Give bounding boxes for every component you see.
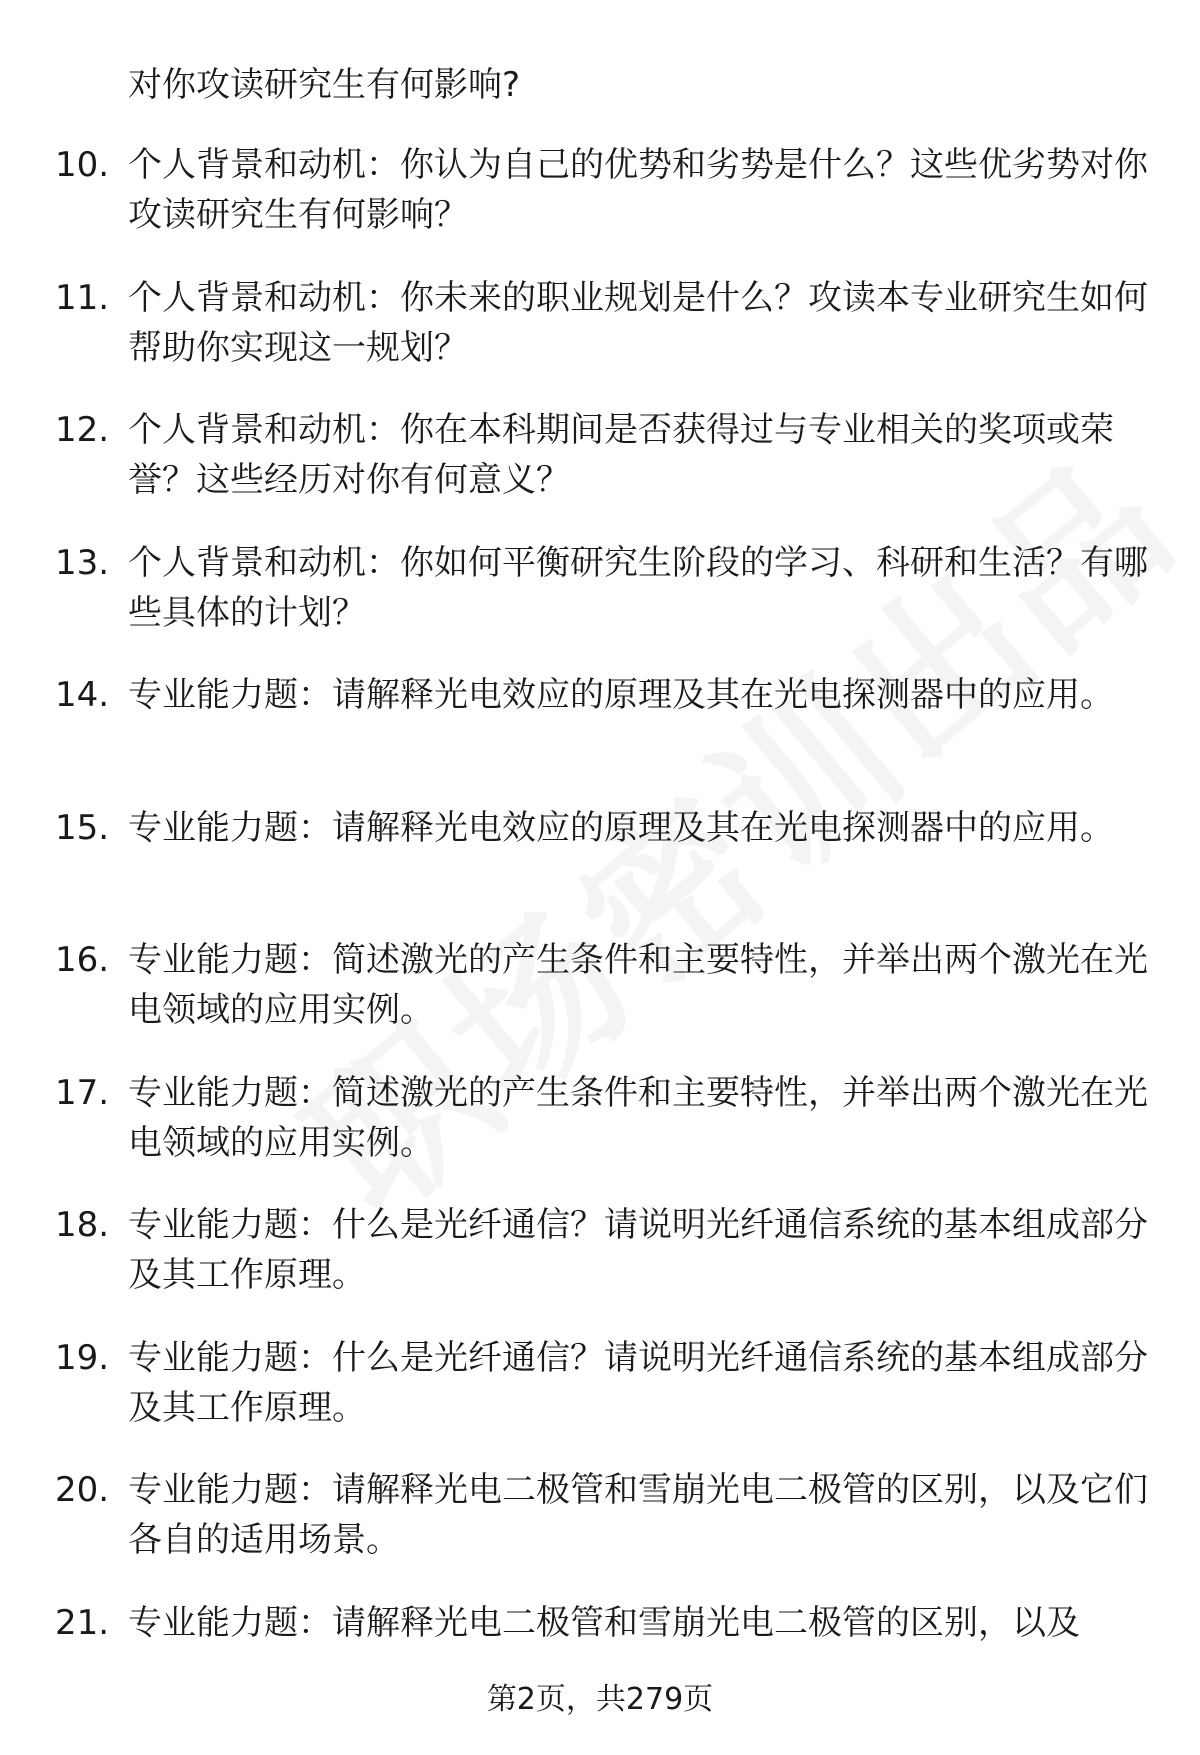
question-text: 个人背景和动机：你认为自己的优势和劣势是什么？这些优劣势对你攻读研究生有何影响？ <box>128 145 1148 235</box>
question-text: 专业能力题：简述激光的产生条件和主要特性，并举出两个激光在光电领域的应用实例。 <box>128 1072 1148 1163</box>
list-item <box>0 140 1200 273</box>
question-number: 19. <box>55 1337 110 1378</box>
question-text: 专业能力题：请解释光电效应的原理及其在光电探测器中的应用。 <box>128 807 1114 848</box>
question-number: 17. <box>55 1072 110 1113</box>
question-number: 15. <box>55 807 110 848</box>
question-number: 11. <box>55 277 110 318</box>
list-item <box>0 1333 1200 1466</box>
question-text: 专业能力题：什么是光纤通信？请说明光纤通信系统的基本组成部分及其工作原理。 <box>128 1205 1148 1295</box>
question-number: 14. <box>55 675 110 715</box>
question-text: 专业能力题：请解释光电二极管和雪崩光电二极管的区别，以及 <box>128 1602 1080 1643</box>
question-number: 16. <box>55 940 110 980</box>
question-text: 个人背景和动机：你在本科期间是否获得过与专业相关的奖项或荣誉？这些经历对你有何意义？ <box>128 410 1114 500</box>
question-text: 专业能力题：简述激光的产生条件和主要特性，并举出两个激光在光电领域的应用实例。 <box>128 940 1148 1030</box>
list-item <box>0 1465 1200 1598</box>
list-item <box>0 670 1200 803</box>
question-text: 专业能力题：请解释光电效应的原理及其在光电探测器中的应用。 <box>128 675 1114 715</box>
list-item <box>0 1200 1200 1333</box>
question-text: 个人背景和动机：你未来的职业规划是什么？攻读本专业研究生如何帮助你实现这一规划？ <box>128 277 1148 368</box>
list-item <box>0 538 1200 671</box>
question-number: 18. <box>55 1205 110 1245</box>
page-footer: 第2页，共279页 <box>486 1682 714 1717</box>
list-item <box>0 803 1200 936</box>
question-number: 10. <box>55 145 110 185</box>
question-number: 13. <box>55 542 110 583</box>
list-item <box>0 405 1200 538</box>
question-text: 专业能力题：什么是光纤通信？请说明光纤通信系统的基本组成部分及其工作原理。 <box>128 1337 1148 1428</box>
question-number: 20. <box>55 1470 110 1510</box>
list-item <box>0 273 1200 406</box>
list-item <box>0 1068 1200 1201</box>
question-list <box>0 140 1200 1730</box>
question-number: 21. <box>55 1602 110 1643</box>
question-text: 专业能力题：请解释光电二极管和雪崩光电二极管的区别，以及它们各自的适用场景。 <box>128 1470 1148 1560</box>
question-number: 12. <box>55 410 110 450</box>
continuation-text: 对你攻读研究生有何影响? <box>128 65 521 105</box>
question-text: 个人背景和动机：你如何平衡研究生阶段的学习、科研和生活？有哪些具体的计划？ <box>128 542 1148 633</box>
list-item <box>0 935 1200 1068</box>
